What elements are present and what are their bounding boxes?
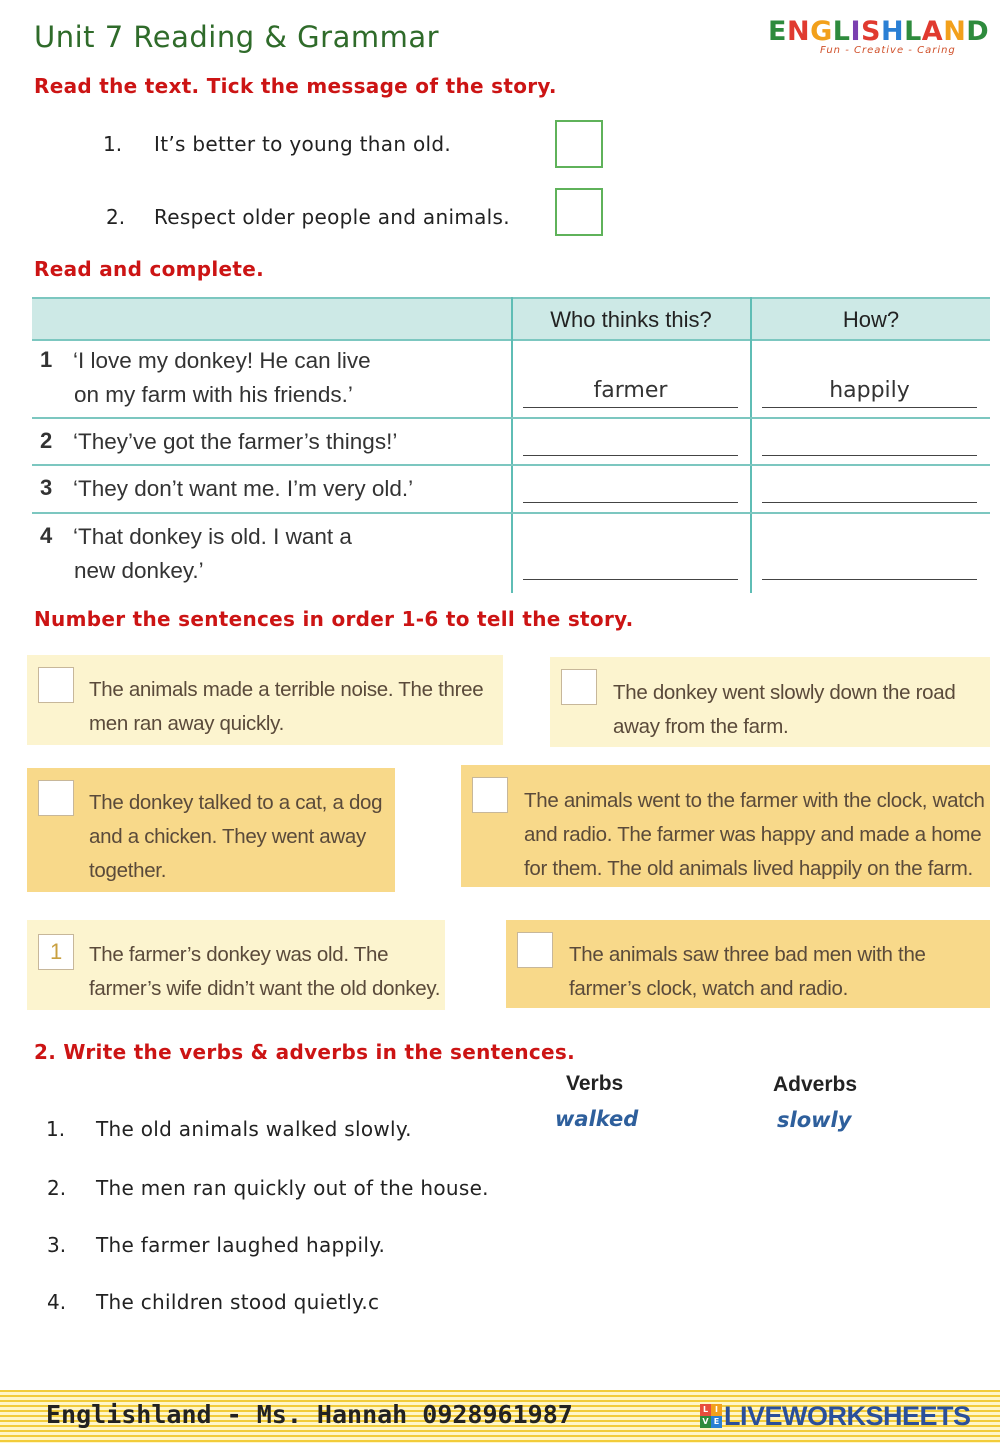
- column-divider: [511, 297, 513, 593]
- liveworksheets-wordmark: LIVEWORKSHEETS: [724, 1400, 971, 1431]
- answer-line: [523, 407, 738, 408]
- story-line: and a chicken. They went away: [89, 825, 366, 848]
- story-line: The donkey talked to a cat, a dog: [89, 791, 383, 814]
- answer-line: [762, 455, 977, 456]
- logo-wordmark: [768, 16, 990, 47]
- englishland-logo: [768, 16, 990, 66]
- logo-letter: L: [904, 16, 922, 47]
- sentence-text: The children stood quietly.c: [96, 1290, 380, 1314]
- order-number-box[interactable]: [472, 777, 508, 813]
- story-line: farmer’s wife didn’t want the old donkey.: [89, 977, 441, 1000]
- story-card: [27, 655, 503, 745]
- order-number-box[interactable]: [38, 780, 74, 816]
- icon-letter: E: [711, 1416, 722, 1428]
- logo-letter: E: [768, 16, 787, 47]
- row-quote-line: ‘They’ve got the farmer’s things!’: [73, 429, 398, 454]
- story-line: The donkey went slowly down the road: [613, 681, 956, 704]
- row-number: 3: [40, 475, 53, 500]
- row-quote-line: new donkey.’: [74, 558, 204, 583]
- column-header-adverbs: Adverbs: [773, 1073, 858, 1096]
- sentence-text: The men ran quickly out of the house.: [96, 1176, 489, 1200]
- row-quote-line: ‘They don’t want me. I’m very old.’: [73, 476, 414, 501]
- story-line: for them. The old animals lived happily on the farm.: [524, 857, 973, 880]
- sentence-text: The old animals walked slowly.: [96, 1117, 412, 1141]
- story-line: away from the farm.: [613, 715, 789, 738]
- logo-letter: L: [832, 16, 851, 47]
- story-line: The farmer’s donkey was old. The: [89, 943, 389, 966]
- row-divider: [32, 512, 990, 514]
- story-line: men ran away quickly.: [89, 712, 284, 735]
- story-line: farmer’s clock, watch and radio.: [569, 977, 849, 1000]
- answer-line: [762, 579, 977, 580]
- logo-letter: A: [921, 16, 944, 47]
- row-number: 2: [40, 428, 53, 453]
- logo-letter: S: [861, 16, 881, 47]
- answer-line: [523, 579, 738, 580]
- sentence-number: 2.: [47, 1176, 67, 1200]
- row-quote-line: on my farm with his friends.’: [74, 382, 353, 407]
- adverb-answer-1[interactable]: slowly: [777, 1108, 852, 1132]
- logo-tagline: Fun - Creative - Caring: [820, 45, 956, 56]
- logo-letter: N: [943, 16, 967, 47]
- order-number-box[interactable]: [517, 932, 553, 968]
- instruction-tick-message: Read the text. Tick the message of the story.: [34, 74, 557, 98]
- column-divider: [750, 297, 752, 593]
- answer-who-row-1[interactable]: farmer: [593, 378, 668, 403]
- story-line: The animals made a terrible noise. The three: [89, 678, 484, 701]
- order-number-box[interactable]: [38, 667, 74, 703]
- row-quote-line: ‘I love my donkey! He can live: [73, 348, 371, 373]
- story-card: [461, 765, 990, 887]
- logo-letter: N: [786, 16, 811, 47]
- icon-letter: I: [711, 1404, 722, 1416]
- answer-line: [523, 502, 738, 503]
- header-who: Who thinks this?: [550, 307, 712, 332]
- page-title: Unit 7 Reading & Grammar: [34, 20, 440, 54]
- sentence-text: The farmer laughed happily.: [96, 1233, 386, 1257]
- story-card: [506, 920, 990, 1008]
- row-number: 1: [40, 347, 53, 372]
- liveworksheets-brand[interactable]: [700, 1402, 971, 1430]
- row-number: 4: [40, 523, 53, 548]
- sentence-number: 4.: [47, 1290, 67, 1314]
- story-card: [27, 920, 445, 1010]
- option-number: 2.: [106, 205, 126, 229]
- footer-credit: Englishland - Ms. Hannah 0928961987: [46, 1400, 573, 1429]
- logo-letter: G: [810, 16, 833, 47]
- row-divider: [32, 464, 990, 466]
- verb-answer-1[interactable]: walked: [555, 1107, 639, 1131]
- instruction-verbs-adverbs: 2. Write the verbs & adverbs in the sentences.: [34, 1040, 576, 1064]
- tick-box-option-1[interactable]: [555, 120, 603, 168]
- story-line: The animals saw three bad men with the: [569, 943, 926, 966]
- logo-letter: I: [850, 16, 861, 47]
- sentence-number: 1.: [46, 1117, 66, 1141]
- liveworksheets-icon: [700, 1404, 722, 1428]
- logo-letter: D: [966, 16, 990, 47]
- option-number: 1.: [103, 132, 123, 156]
- answer-line: [523, 455, 738, 456]
- header-how: How?: [842, 307, 900, 332]
- option-text: Respect older people and animals.: [154, 205, 510, 229]
- quotes-table: [32, 297, 990, 593]
- sentence-number: 3.: [47, 1233, 67, 1257]
- story-line: and radio. The farmer was happy and made a home: [524, 823, 982, 846]
- row-divider: [32, 417, 990, 419]
- icon-letter: L: [700, 1404, 711, 1416]
- row-quote-line: ‘That donkey is old. I want a: [73, 524, 352, 549]
- answer-how-row-1[interactable]: happily: [829, 378, 910, 403]
- order-number-box[interactable]: [561, 669, 597, 705]
- story-card: [550, 657, 990, 747]
- tick-box-option-2[interactable]: [555, 188, 603, 236]
- column-header-verbs: Verbs: [566, 1072, 624, 1095]
- order-number-box[interactable]: 1: [38, 934, 74, 970]
- option-text: It’s better to young than old.: [154, 132, 452, 156]
- story-card: [27, 768, 395, 892]
- instruction-read-complete: Read and complete.: [34, 257, 265, 281]
- answer-line: [762, 502, 977, 503]
- answer-line: [762, 407, 977, 408]
- icon-letter: V: [700, 1416, 711, 1428]
- instruction-number-sentences: Number the sentences in order 1-6 to tell the story.: [34, 607, 634, 631]
- logo-letter: H: [880, 16, 905, 47]
- story-line: together.: [89, 859, 167, 882]
- story-line: The animals went to the farmer with the clock, watch: [524, 789, 985, 812]
- footer-bar: [0, 1390, 1000, 1443]
